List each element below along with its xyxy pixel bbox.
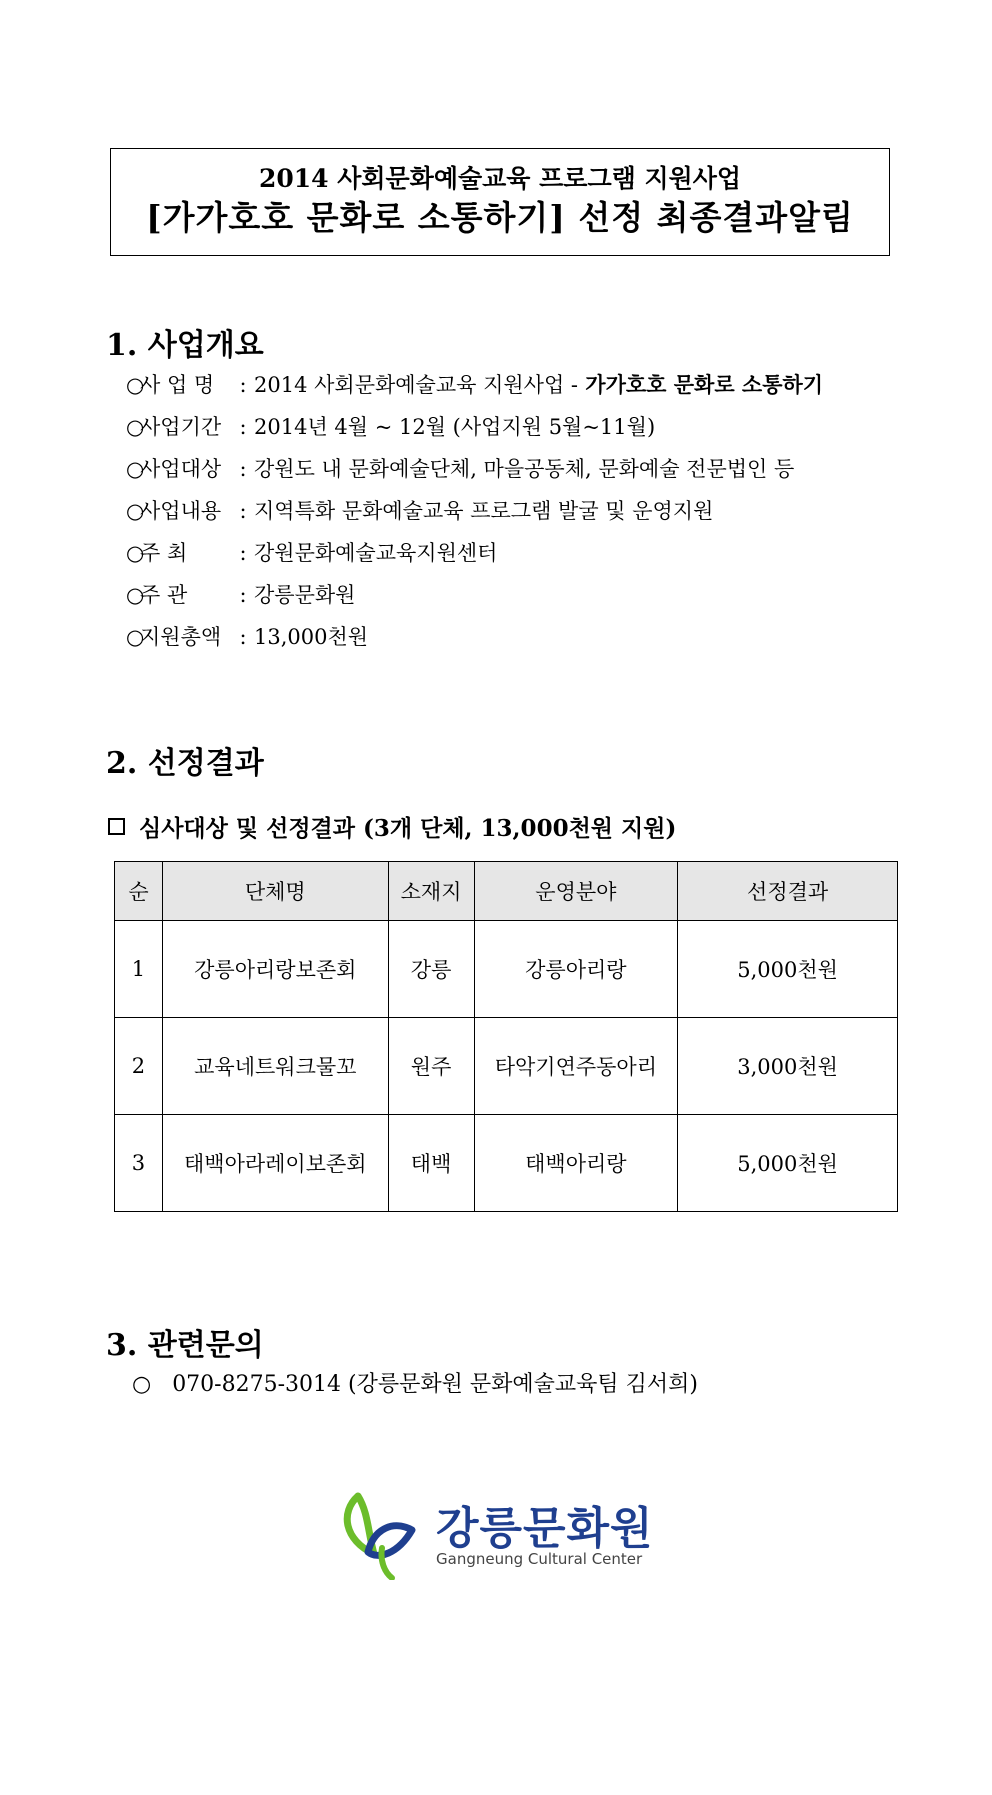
overview-value: 지역특화 문화예술교육 프로그램 발굴 및 운영지원 bbox=[254, 499, 714, 523]
table-cell: 1 bbox=[115, 921, 163, 1018]
overview-label: 사업대상 bbox=[140, 457, 222, 481]
overview-item bbox=[126, 580, 355, 610]
overview-value: 강릉문화원 bbox=[254, 583, 356, 607]
title-box bbox=[110, 148, 890, 256]
overview-item bbox=[126, 454, 794, 484]
overview-label: 사 업 명 bbox=[140, 373, 215, 397]
bullet-circle-icon: ○ bbox=[126, 457, 145, 481]
header-cell: 순 bbox=[115, 862, 163, 921]
overview-item bbox=[126, 538, 497, 568]
selection-subtitle-text: 심사대상 및 선정결과 (3개 단체, 13,000천원 지원) bbox=[139, 815, 677, 842]
bullet-circle-icon: ○ bbox=[126, 541, 145, 565]
table-cell: 5,000천원 bbox=[678, 921, 898, 1018]
title-line-2: [가가호호 문화로 소통하기] 선정 최종결과알림 bbox=[146, 198, 854, 237]
gangneung-cultural-center-logo bbox=[338, 1490, 668, 1580]
table-cell: 3 bbox=[115, 1115, 163, 1212]
overview-value-highlight: 가가호호 문화로 소통하기 bbox=[578, 372, 824, 397]
overview-value: 2014 사회문화예술교육 지원사업 - bbox=[254, 373, 578, 397]
overview-colon: : bbox=[239, 583, 247, 607]
header-cell: 운영분야 bbox=[474, 862, 678, 921]
bullet-circle-icon: ○ bbox=[126, 415, 145, 439]
overview-label: 주 관 bbox=[140, 583, 188, 607]
table-header-row bbox=[115, 862, 898, 921]
contact-text: 070-8275-3014 (강릉문화원 문화예술교육팀 김서희) bbox=[172, 1372, 698, 1397]
contact-line bbox=[132, 1367, 698, 1398]
table-cell: 5,000천원 bbox=[678, 1115, 898, 1212]
overview-colon: : bbox=[239, 373, 247, 397]
overview-item bbox=[126, 496, 713, 526]
header-cell: 선정결과 bbox=[678, 862, 898, 921]
overview-value: 2014년 4월 ~ 12월 (사업지원 5월~11월) bbox=[254, 415, 656, 439]
table-cell: 3,000천원 bbox=[678, 1018, 898, 1115]
bullet-circle-icon: ○ bbox=[126, 583, 145, 607]
overview-value: 13,000천원 bbox=[254, 625, 369, 649]
selection-subtitle bbox=[108, 810, 676, 843]
overview-label: 주 최 bbox=[140, 541, 188, 565]
overview-item bbox=[126, 370, 823, 400]
table-cell: 강릉아리랑보존회 bbox=[162, 921, 388, 1018]
bullet-circle-icon: ○ bbox=[126, 499, 145, 523]
section-2-heading: 2. 선정결과 bbox=[106, 746, 264, 781]
table-cell: 태백아리랑 bbox=[474, 1115, 678, 1212]
overview-label: 지원총액 bbox=[140, 625, 222, 649]
overview-label: 사업기간 bbox=[140, 415, 222, 439]
overview-item bbox=[126, 622, 368, 652]
overview-value: 강원도 내 문화예술단체, 마을공동체, 문화예술 전문법인 등 bbox=[254, 457, 795, 481]
table-cell: 교육네트워크물꼬 bbox=[162, 1018, 388, 1115]
table-cell: 타악기연주동아리 bbox=[474, 1018, 678, 1115]
results-table bbox=[114, 861, 898, 1212]
overview-colon: : bbox=[239, 499, 247, 523]
table-row bbox=[115, 1018, 898, 1115]
table-cell: 강릉아리랑 bbox=[474, 921, 678, 1018]
overview-colon: : bbox=[239, 541, 247, 565]
logo-name-english: Gangneung Cultural Center bbox=[436, 1550, 643, 1568]
leaf-logo-icon bbox=[338, 1490, 434, 1580]
section-1-heading: 1. 사업개요 bbox=[106, 328, 264, 363]
table-row bbox=[115, 921, 898, 1018]
overview-colon: : bbox=[239, 415, 247, 439]
table-row bbox=[115, 1115, 898, 1212]
overview-item bbox=[126, 412, 655, 442]
header-cell: 소재지 bbox=[388, 862, 474, 921]
section-3-heading: 3. 관련문의 bbox=[106, 1328, 264, 1363]
checkbox-square-icon bbox=[108, 818, 125, 835]
table-cell: 태백 bbox=[388, 1115, 474, 1212]
overview-label: 사업내용 bbox=[140, 499, 222, 523]
table-cell: 2 bbox=[115, 1018, 163, 1115]
logo-name-korean: 강릉문화원 bbox=[436, 1503, 654, 1554]
bullet-circle-icon: ○ bbox=[126, 625, 145, 649]
table-cell: 원주 bbox=[388, 1018, 474, 1115]
table-cell: 태백아라레이보존회 bbox=[162, 1115, 388, 1212]
bullet-circle-icon: ○ bbox=[126, 373, 145, 397]
overview-colon: : bbox=[239, 625, 247, 649]
title-line-1: 2014 사회문화예술교육 프로그램 지원사업 bbox=[258, 164, 742, 193]
contact-bullet: ○ bbox=[132, 1372, 152, 1397]
overview-colon: : bbox=[239, 457, 247, 481]
table-cell: 강릉 bbox=[388, 921, 474, 1018]
header-cell: 단체명 bbox=[162, 862, 388, 921]
overview-value: 강원문화예술교육지원센터 bbox=[254, 541, 498, 565]
